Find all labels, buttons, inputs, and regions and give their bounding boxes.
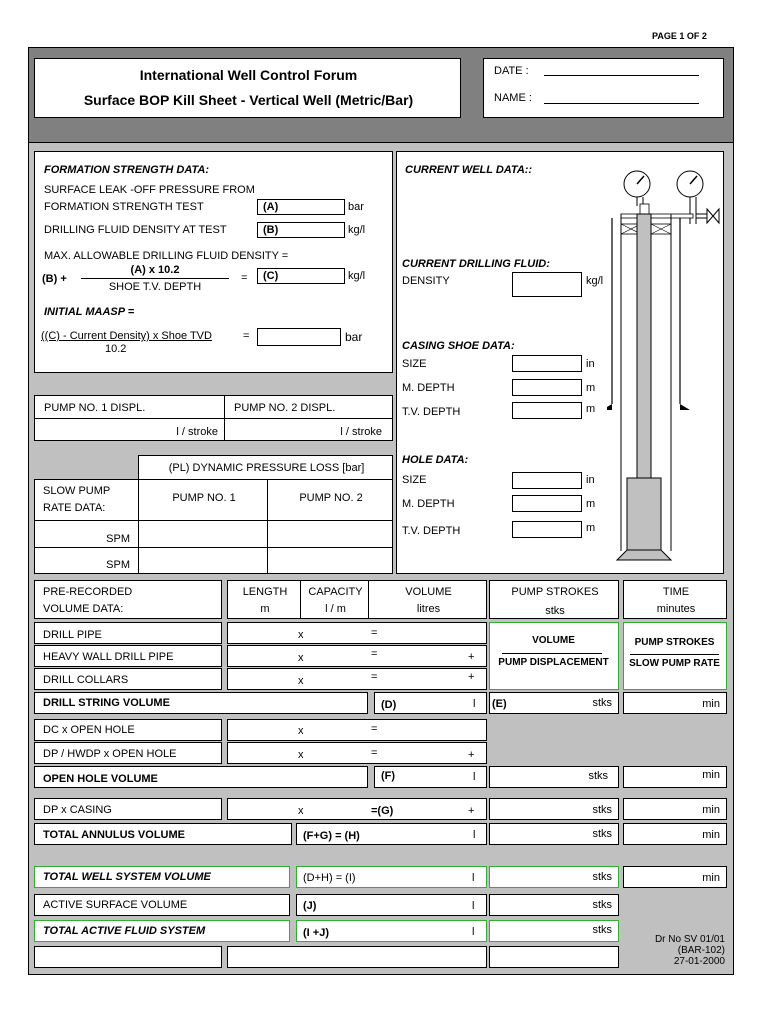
- casing-size-field[interactable]: [512, 355, 582, 372]
- stks-unit: stks: [592, 924, 612, 936]
- tag-a: (A): [263, 201, 279, 213]
- title-box: [34, 58, 461, 118]
- hole-data-heading: HOLE DATA:: [402, 454, 469, 466]
- sheet-title: Surface BOP Kill Sheet - Vertical Well (Metric/Bar): [83, 92, 414, 108]
- drill-collar-graphic: [627, 478, 661, 550]
- current-density-field[interactable]: [512, 272, 582, 297]
- pump1-displ-label-box: [34, 395, 225, 419]
- pump2-displ-field[interactable]: [224, 418, 393, 441]
- tag-ij: (I +J): [303, 927, 329, 939]
- spm-row-1-pump1[interactable]: [138, 520, 268, 548]
- capacity-header: [300, 580, 369, 619]
- annulus-time[interactable]: [623, 823, 727, 845]
- eq-sign: =: [371, 671, 378, 683]
- hole-tvdepth-field[interactable]: [512, 521, 582, 538]
- casing-shoe-right-icon: [680, 404, 690, 410]
- pump2-col-header: [267, 479, 393, 521]
- active-surface-label: ACTIVE SURFACE VOLUME: [43, 899, 188, 911]
- fluid-heading: CURRENT DRILLING FLUID:: [402, 258, 550, 270]
- bit-graphic: [617, 550, 671, 560]
- maasp-divisor: 10.2: [105, 343, 127, 355]
- doc-date: 27-01-2000: [673, 956, 725, 967]
- test-density-label: DRILLING FLUID DENSITY AT TEST: [44, 224, 227, 236]
- dp-casing-label: DP x CASING: [43, 804, 112, 816]
- date-name-box: [483, 58, 724, 118]
- tag-j: (J): [303, 900, 317, 912]
- pl-heading: (PL) DYNAMIC PRESSURE LOSS [bar]: [168, 462, 365, 474]
- hole-tvdepth-label: T.V. DEPTH: [402, 525, 461, 537]
- name-label: NAME :: [494, 92, 532, 104]
- oh-volume-label-box: [34, 766, 368, 788]
- collars-label: DRILL COLLARS: [43, 674, 129, 686]
- blank-row-strokes[interactable]: [489, 946, 619, 968]
- plus-sign: +: [468, 805, 475, 817]
- time-formula-box: [623, 622, 727, 690]
- hwdp-label-box: [34, 645, 222, 667]
- annulus-strokes[interactable]: [489, 823, 619, 845]
- collars-calc[interactable]: [227, 668, 487, 690]
- dp-casing-calc[interactable]: [227, 798, 487, 820]
- hole-mdepth-unit: m: [586, 498, 596, 510]
- pump2-col-label: PUMP NO. 2: [299, 492, 363, 504]
- x-sign: x: [298, 652, 304, 664]
- equals-sign: =: [241, 272, 248, 284]
- density-unit: kg/l: [586, 275, 604, 287]
- volume-header: [368, 580, 487, 619]
- dp-oh-calc[interactable]: [227, 742, 487, 764]
- doc-number: Dr No SV 01/01: [654, 934, 725, 945]
- spm-row-1-label[interactable]: [34, 520, 139, 548]
- test-density-field[interactable]: [257, 222, 345, 238]
- stks-unit: stks: [592, 697, 612, 709]
- maasp-heading: INITIAL MAASP =: [44, 306, 135, 318]
- hwdp-label: HEAVY WALL DRILL PIPE: [43, 651, 174, 663]
- plus-sign: +: [468, 749, 475, 761]
- formation-strength-section: [34, 151, 393, 373]
- date-label: DATE :: [494, 65, 529, 77]
- total-active-label: TOTAL ACTIVE FLUID SYSTEM: [43, 925, 206, 937]
- vol-header-label: [34, 580, 222, 619]
- pump1-displ-label: PUMP NO. 1 DISPL.: [44, 402, 146, 414]
- pump1-col-header: [138, 479, 268, 521]
- min-unit: min: [702, 872, 720, 884]
- drill-pipe-label: DRILL PIPE: [43, 629, 102, 641]
- time-header: [623, 580, 727, 619]
- total-active-volume-field[interactable]: [296, 920, 487, 942]
- total-active-label-box: [34, 920, 290, 942]
- annulus-label-box: [34, 823, 292, 845]
- hole-tvdepth-unit: m: [586, 522, 596, 534]
- hole-size-field[interactable]: [512, 472, 582, 489]
- well-schematic: [607, 166, 722, 566]
- dc-oh-label: DC x OPEN HOLE: [43, 724, 135, 736]
- org-name: International Well Control Forum: [139, 67, 358, 83]
- dp-casing-label-box: [34, 798, 222, 820]
- pump1-unit: l / stroke: [176, 426, 218, 438]
- string-volume-label: DRILL STRING VOLUME: [43, 697, 170, 709]
- string-volume-label-box: [34, 692, 368, 714]
- well-data-heading: CURRENT WELL DATA::: [405, 164, 533, 176]
- casing-size-unit: in: [586, 358, 595, 370]
- formation-heading: FORMATION STRENGTH DATA:: [44, 164, 209, 176]
- maasp-equals: =: [243, 330, 250, 342]
- dp-oh-label-box: [34, 742, 222, 764]
- time-unit: minutes: [656, 603, 696, 615]
- dp-casing-time[interactable]: [623, 798, 727, 820]
- x-sign: x: [298, 749, 304, 761]
- length-label: LENGTH: [242, 586, 288, 598]
- oh-strokes-field[interactable]: [489, 766, 619, 788]
- string-volume-field[interactable]: [374, 692, 487, 714]
- name-field[interactable]: [544, 103, 699, 104]
- plus-sign: +: [468, 671, 475, 683]
- drill-pipe-graphic: [637, 214, 651, 489]
- blank-row-label[interactable]: [34, 946, 222, 968]
- length-unit: m: [260, 603, 270, 615]
- tag-g: =(G): [371, 805, 394, 817]
- casing-mdepth-label: M. DEPTH: [402, 382, 455, 394]
- choke-valve-icon: [696, 209, 719, 223]
- maasp-formula: ((C) - Current Density) x Shoe TVD: [41, 330, 212, 342]
- oh-time-field[interactable]: [623, 766, 727, 788]
- spm-row-2-label[interactable]: [34, 547, 139, 574]
- stks-unit: stks: [592, 899, 612, 911]
- hole-size-unit: in: [586, 474, 595, 486]
- min-unit: min: [702, 829, 720, 841]
- tag-h: (F+G) = (H): [303, 830, 360, 842]
- max-density-field[interactable]: [257, 268, 345, 284]
- active-surface-strokes[interactable]: [489, 894, 619, 916]
- volume-unit: litres: [416, 603, 441, 615]
- stks-unit: stks: [592, 871, 612, 883]
- annulus-label: TOTAL ANNULUS VOLUME: [43, 829, 185, 841]
- current-well-data-section: [396, 151, 724, 574]
- total-well-label: TOTAL WELL SYSTEM VOLUME: [43, 871, 211, 883]
- slow-rate-label-1: SLOW PUMP: [43, 485, 111, 497]
- pump2-unit: l / stroke: [340, 426, 382, 438]
- casing-mdepth-unit: m: [586, 382, 596, 394]
- total-well-volume-field[interactable]: [296, 866, 487, 888]
- casing-mdepth-field[interactable]: [512, 379, 582, 396]
- casing-shoe-left-icon: [607, 404, 612, 410]
- strokes-label: PUMP STROKES: [511, 586, 599, 598]
- unit-kgl: kg/l: [348, 224, 366, 236]
- maasp-unit: bar: [345, 330, 363, 344]
- slow-rate-label-box: [34, 479, 139, 521]
- tag-d: (D): [381, 699, 397, 711]
- stks-unit: stks: [592, 828, 612, 840]
- spm-label-2: SPM: [106, 559, 130, 571]
- litre-unit: l: [473, 771, 476, 783]
- drillpipe-gauge-icon: [624, 171, 650, 206]
- volume-label: VOLUME: [405, 586, 452, 598]
- active-surface-volume-field[interactable]: [296, 894, 487, 916]
- x-sign: x: [298, 805, 304, 817]
- drill-pipe-label-box: [34, 622, 222, 644]
- oh-volume-label: OPEN HOLE VOLUME: [43, 773, 158, 785]
- capacity-label: CAPACITY: [308, 586, 363, 598]
- max-density-label: MAX. ALLOWABLE DRILLING FLUID DENSITY =: [44, 250, 289, 262]
- fraction-numerator: (A) x 10.2: [130, 264, 180, 276]
- string-strokes-field[interactable]: [489, 692, 619, 714]
- tag-e: (E): [492, 698, 507, 710]
- tag-f: (F): [381, 770, 396, 782]
- casing-size-label: SIZE: [402, 358, 427, 370]
- date-field[interactable]: [544, 75, 699, 76]
- formula-bar-2: [630, 654, 719, 655]
- spm-row-2-pump2[interactable]: [267, 547, 393, 574]
- pump2-displ-label-box: [224, 395, 393, 419]
- time-label: TIME: [662, 586, 690, 598]
- tag-c: (C): [263, 270, 279, 282]
- litre-unit: l: [472, 872, 475, 884]
- total-well-time[interactable]: [623, 866, 727, 888]
- formula-pump-strokes: PUMP STROKES: [634, 637, 715, 648]
- x-sign: x: [298, 725, 304, 737]
- eq-sign: =: [371, 627, 378, 639]
- x-sign: x: [298, 629, 304, 641]
- pump2-displ-label: PUMP NO. 2 DISPL.: [234, 402, 336, 414]
- casing-tvdepth-label: T.V. DEPTH: [402, 406, 461, 418]
- litre-unit: l: [472, 900, 475, 912]
- tag-b: (B): [263, 224, 279, 236]
- page-number: PAGE 1 OF 2: [652, 31, 707, 41]
- length-header: [227, 580, 301, 619]
- hole-mdepth-label: M. DEPTH: [402, 498, 455, 510]
- pump1-displ-field[interactable]: [34, 418, 225, 441]
- formula-pump-displacement: PUMP DISPLACEMENT: [498, 657, 609, 668]
- stks-unit: stks: [588, 770, 608, 782]
- hole-size-label: SIZE: [402, 474, 427, 486]
- active-surface-label-box: [34, 894, 290, 916]
- litre-unit: l: [472, 926, 475, 938]
- dc-oh-label-box: [34, 719, 222, 741]
- b-plus: (B) +: [42, 273, 67, 285]
- spm-label-1: SPM: [106, 533, 130, 545]
- drill-pipe-calc[interactable]: [227, 622, 487, 644]
- litre-unit: l: [473, 829, 476, 841]
- total-active-strokes[interactable]: [489, 920, 619, 942]
- vol-header-line2: VOLUME DATA:: [43, 603, 124, 615]
- strokes-unit: stks: [545, 605, 565, 617]
- doc-code: (BAR-102): [677, 945, 725, 956]
- collars-label-box: [34, 668, 222, 690]
- unit-kgl-2: kg/l: [348, 270, 366, 282]
- dp-casing-strokes[interactable]: [489, 798, 619, 820]
- min-unit: min: [702, 769, 720, 781]
- dp-oh-label: DP / HWDP x OPEN HOLE: [43, 748, 177, 760]
- fraction-denominator: SHOE T.V. DEPTH: [108, 281, 202, 293]
- total-well-strokes[interactable]: [489, 866, 619, 888]
- maasp-field[interactable]: [257, 328, 341, 346]
- eq-sign: =: [371, 723, 378, 735]
- density-label: DENSITY: [402, 275, 450, 287]
- min-unit: min: [702, 698, 720, 710]
- stks-unit: stks: [592, 804, 612, 816]
- hwdp-calc[interactable]: [227, 645, 487, 667]
- string-time-field[interactable]: [623, 692, 727, 714]
- spm-row-1-pump2[interactable]: [267, 520, 393, 548]
- eq-sign: =: [371, 747, 378, 759]
- leakoff-label-2: FORMATION STRENGTH TEST: [44, 201, 204, 213]
- x-sign: x: [298, 675, 304, 687]
- slow-rate-label-2: RATE DATA:: [43, 502, 106, 514]
- plus-sign: +: [468, 651, 475, 663]
- pl-heading-box: [138, 455, 393, 480]
- formula-volume: VOLUME: [532, 635, 575, 646]
- litre-unit: l: [473, 698, 476, 710]
- capacity-unit: l / m: [325, 603, 346, 615]
- blank-row-calc[interactable]: [227, 946, 487, 968]
- casing-shoe-heading: CASING SHOE DATA:: [402, 340, 515, 352]
- casing-tvdepth-unit: m: [586, 403, 596, 415]
- tag-i: (D+H) = (I): [303, 872, 356, 884]
- leakoff-label-1: SURFACE LEAK -OFF PRESSURE FROM: [44, 184, 255, 196]
- fraction-bar: [81, 278, 229, 279]
- formula-bar-1: [502, 653, 602, 654]
- oh-volume-field[interactable]: [374, 766, 487, 788]
- min-unit: min: [702, 804, 720, 816]
- unit-bar: bar: [348, 201, 364, 213]
- eq-sign: =: [371, 648, 378, 660]
- dc-oh-calc[interactable]: [227, 719, 487, 741]
- spm-row-2-pump1[interactable]: [138, 547, 268, 574]
- formula-slow-pump-rate: SLOW PUMP RATE: [629, 658, 720, 669]
- total-well-label-box: [34, 866, 290, 888]
- casing-tvdepth-field[interactable]: [512, 402, 582, 419]
- strokes-header: [489, 580, 619, 619]
- strokes-formula-box: [489, 622, 619, 690]
- pump1-col-label: PUMP NO. 1: [172, 492, 236, 504]
- annulus-volume-field[interactable]: [296, 823, 487, 845]
- leakoff-pressure-field[interactable]: [257, 199, 345, 215]
- hole-mdepth-field[interactable]: [512, 495, 582, 512]
- vol-header-line1: PRE-RECORDED: [43, 586, 133, 598]
